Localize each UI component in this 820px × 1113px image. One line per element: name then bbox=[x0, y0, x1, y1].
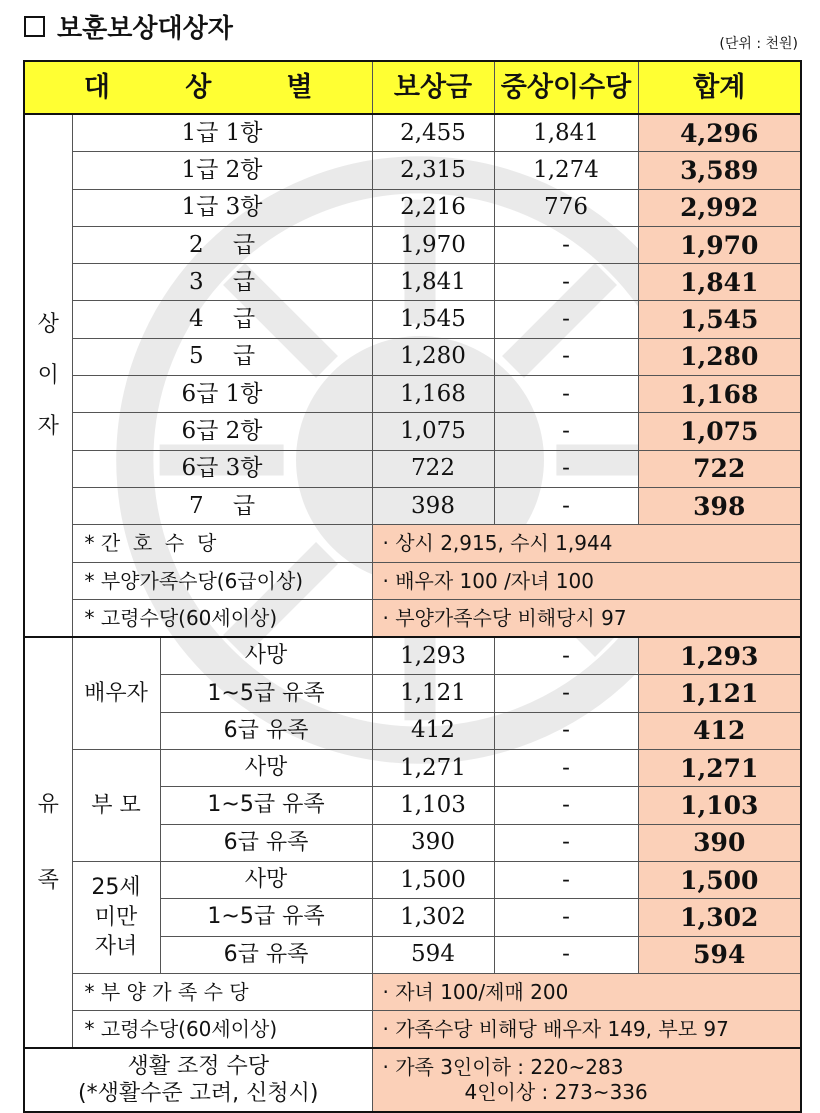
bereaved-subgroup-label: 25세 미만 자녀 bbox=[72, 861, 160, 973]
allowance-cell: - bbox=[494, 226, 638, 263]
table-row bbox=[24, 338, 801, 375]
total-cell: 1,970 bbox=[638, 226, 801, 263]
injured-group-label: 상 이 자 bbox=[24, 114, 72, 637]
allowance-cell: - bbox=[494, 824, 638, 861]
header-compensation: 보상금 bbox=[372, 61, 494, 114]
note-row bbox=[24, 562, 801, 599]
living-value-line2: 4인이상 : 273~336 bbox=[464, 1080, 648, 1105]
total-cell: 1,841 bbox=[638, 264, 801, 301]
allowance-cell: - bbox=[494, 264, 638, 301]
note-value: · 상시 2,915, 수시 1,944 bbox=[372, 525, 801, 562]
table-row bbox=[24, 264, 801, 301]
note-label: * 부양가족수당(6급이상) bbox=[72, 562, 372, 599]
type-cell: 사망 bbox=[160, 750, 372, 787]
allowance-cell: - bbox=[494, 936, 638, 973]
total-cell: 4,296 bbox=[638, 114, 801, 152]
total-cell: 398 bbox=[638, 487, 801, 524]
allowance-cell: - bbox=[494, 450, 638, 487]
allowance-cell: - bbox=[494, 637, 638, 675]
type-cell: 6급 유족 bbox=[160, 712, 372, 749]
grade-cell: 1급 1항 bbox=[72, 114, 372, 152]
compensation-cell: 398 bbox=[372, 487, 494, 524]
table-row bbox=[24, 450, 801, 487]
note-label: * 부 양 가 족 수 당 bbox=[72, 973, 372, 1010]
compensation-cell: 1,293 bbox=[372, 637, 494, 675]
compensation-cell: 1,545 bbox=[372, 301, 494, 338]
total-cell: 1,121 bbox=[638, 675, 801, 712]
compensation-cell: 1,271 bbox=[372, 750, 494, 787]
note-row bbox=[24, 525, 801, 562]
bereaved-subgroup-label: 부 모 bbox=[72, 750, 160, 862]
allowance-cell: - bbox=[494, 675, 638, 712]
note-row bbox=[24, 973, 801, 1010]
living-label-line1: 생활 조정 수당 bbox=[127, 1053, 269, 1079]
allowance-cell: 776 bbox=[494, 189, 638, 226]
allowance-cell: 1,274 bbox=[494, 152, 638, 189]
grade-cell: 6급 3항 bbox=[72, 450, 372, 487]
note-label: * 고령수당(60세이상) bbox=[72, 599, 372, 637]
total-cell: 1,293 bbox=[638, 637, 801, 675]
living-value-line1: · 가족 3인이하 : 220~283 bbox=[382, 1055, 624, 1080]
total-cell: 1,271 bbox=[638, 750, 801, 787]
allowance-cell: - bbox=[494, 750, 638, 787]
note-value: · 자녀 100/제매 200 bbox=[372, 973, 801, 1010]
grade-cell: 6급 1항 bbox=[72, 376, 372, 413]
total-cell: 390 bbox=[638, 824, 801, 861]
living-label-line2: (*생활수준 고려, 신청시) bbox=[78, 1081, 319, 1107]
total-cell: 2,992 bbox=[638, 189, 801, 226]
table-row bbox=[24, 152, 801, 189]
allowance-cell: - bbox=[494, 338, 638, 375]
living-label bbox=[24, 1048, 372, 1112]
allowance-cell: - bbox=[494, 376, 638, 413]
grade-cell: 7 급 bbox=[72, 487, 372, 524]
living-value bbox=[372, 1048, 801, 1112]
grade-cell: 2 급 bbox=[72, 226, 372, 263]
header-category: 대 상 별 bbox=[24, 61, 372, 114]
note-label: * 고령수당(60세이상) bbox=[72, 1011, 372, 1049]
grade-cell: 1급 3항 bbox=[72, 189, 372, 226]
compensation-cell: 2,455 bbox=[372, 114, 494, 152]
allowance-cell: - bbox=[494, 712, 638, 749]
grade-cell: 4 급 bbox=[72, 301, 372, 338]
note-value: · 부양가족수당 비해당시 97 bbox=[372, 599, 801, 637]
allowance-cell: - bbox=[494, 787, 638, 824]
table-row bbox=[24, 226, 801, 263]
type-cell: 1~5급 유족 bbox=[160, 899, 372, 936]
grade-cell: 3 급 bbox=[72, 264, 372, 301]
table-row bbox=[24, 376, 801, 413]
grade-cell: 6급 2항 bbox=[72, 413, 372, 450]
table-row bbox=[24, 301, 801, 338]
compensation-cell: 1,500 bbox=[372, 861, 494, 898]
note-row bbox=[24, 1011, 801, 1049]
type-cell: 6급 유족 bbox=[160, 936, 372, 973]
page-title-text: 보훈보상대상자 bbox=[57, 14, 233, 44]
type-cell: 1~5급 유족 bbox=[160, 787, 372, 824]
table-row bbox=[24, 487, 801, 524]
allowance-cell: - bbox=[494, 899, 638, 936]
type-cell: 사망 bbox=[160, 861, 372, 898]
bereaved-group-label: 유 족 bbox=[24, 637, 72, 1048]
compensation-cell: 1,121 bbox=[372, 675, 494, 712]
compensation-cell: 1,075 bbox=[372, 413, 494, 450]
compensation-cell: 2,216 bbox=[372, 189, 494, 226]
table-row bbox=[24, 861, 801, 898]
total-cell: 412 bbox=[638, 712, 801, 749]
note-label: * 간 호 수 당 bbox=[72, 525, 372, 562]
allowance-cell: - bbox=[494, 301, 638, 338]
table-row bbox=[24, 413, 801, 450]
type-cell: 사망 bbox=[160, 637, 372, 675]
total-cell: 1,545 bbox=[638, 301, 801, 338]
total-cell: 3,589 bbox=[638, 152, 801, 189]
allowance-cell: - bbox=[494, 861, 638, 898]
total-cell: 1,168 bbox=[638, 376, 801, 413]
header-total: 합계 bbox=[638, 61, 801, 114]
table-row bbox=[24, 114, 801, 152]
page-title bbox=[24, 8, 233, 45]
total-cell: 1,302 bbox=[638, 899, 801, 936]
compensation-cell: 594 bbox=[372, 936, 494, 973]
total-cell: 594 bbox=[638, 936, 801, 973]
compensation-cell: 1,841 bbox=[372, 264, 494, 301]
compensation-cell: 1,103 bbox=[372, 787, 494, 824]
total-cell: 1,103 bbox=[638, 787, 801, 824]
total-cell: 1,500 bbox=[638, 861, 801, 898]
compensation-cell: 2,315 bbox=[372, 152, 494, 189]
header-serious-allowance: 중상이수당 bbox=[494, 61, 638, 114]
note-value: · 가족수당 비해당 배우자 149, 부모 97 bbox=[372, 1011, 801, 1049]
note-row bbox=[24, 599, 801, 637]
compensation-cell: 1,280 bbox=[372, 338, 494, 375]
note-value: · 배우자 100 /자녀 100 bbox=[372, 562, 801, 599]
table-row bbox=[24, 189, 801, 226]
type-cell: 1~5급 유족 bbox=[160, 675, 372, 712]
living-allowance-row bbox=[24, 1048, 801, 1112]
checkbox-square-icon bbox=[24, 16, 45, 37]
compensation-cell: 1,302 bbox=[372, 899, 494, 936]
allowance-cell: - bbox=[494, 413, 638, 450]
compensation-cell: 412 bbox=[372, 712, 494, 749]
table-row bbox=[24, 750, 801, 787]
compensation-table bbox=[23, 60, 802, 1113]
type-cell: 6급 유족 bbox=[160, 824, 372, 861]
compensation-cell: 390 bbox=[372, 824, 494, 861]
unit-label: (단위 : 천원) bbox=[719, 36, 798, 52]
total-cell: 722 bbox=[638, 450, 801, 487]
grade-cell: 5 급 bbox=[72, 338, 372, 375]
total-cell: 1,075 bbox=[638, 413, 801, 450]
grade-cell: 1급 2항 bbox=[72, 152, 372, 189]
table-header-row bbox=[24, 61, 801, 114]
compensation-cell: 722 bbox=[372, 450, 494, 487]
compensation-cell: 1,970 bbox=[372, 226, 494, 263]
allowance-cell: 1,841 bbox=[494, 114, 638, 152]
compensation-cell: 1,168 bbox=[372, 376, 494, 413]
table-row bbox=[24, 637, 801, 675]
total-cell: 1,280 bbox=[638, 338, 801, 375]
allowance-cell: - bbox=[494, 487, 638, 524]
bereaved-subgroup-label: 배우자 bbox=[72, 637, 160, 749]
